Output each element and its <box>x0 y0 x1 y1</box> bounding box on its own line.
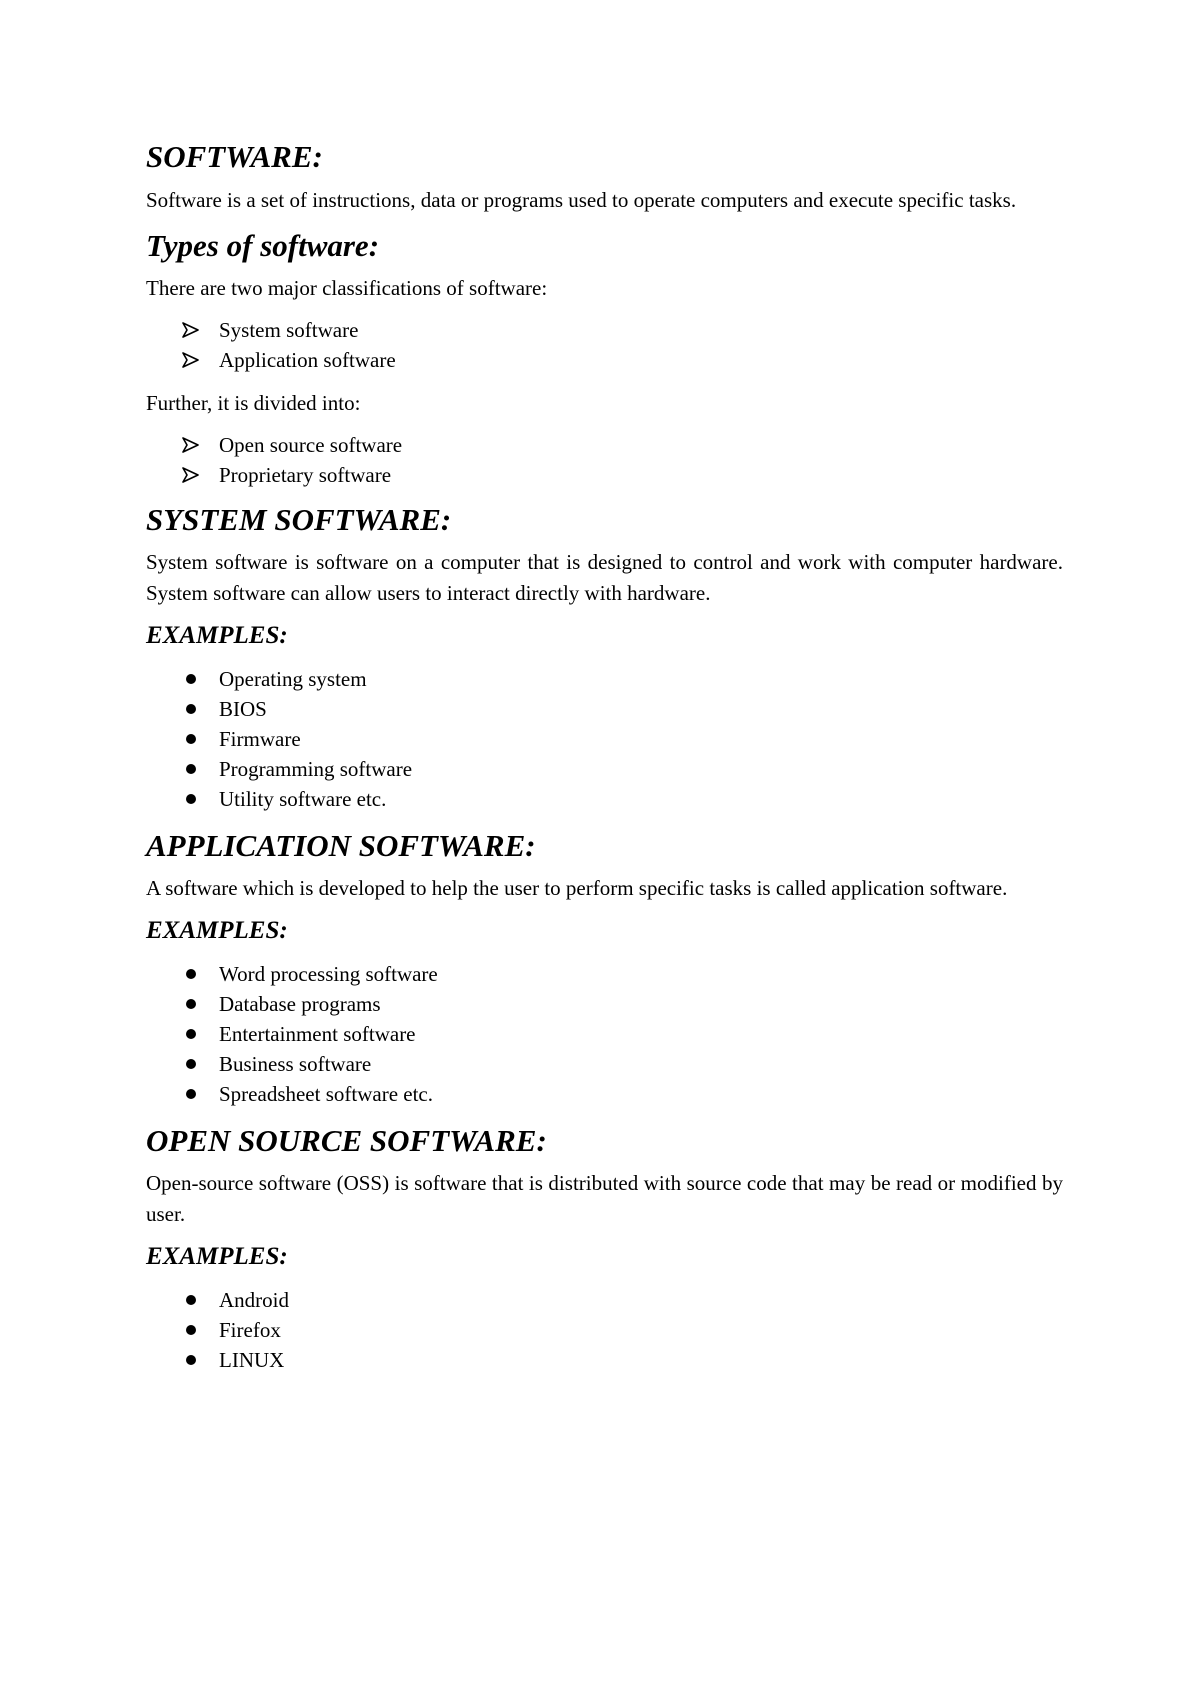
bullet-icon <box>186 969 196 979</box>
list-item-text: Word processing software <box>219 962 438 986</box>
application-examples-heading: EXAMPLES: <box>146 917 288 944</box>
list-item <box>146 315 1063 345</box>
list-item <box>146 460 1063 490</box>
types-intro: There are two major classifications of software: <box>146 276 548 300</box>
list-item <box>146 664 1063 694</box>
bullet-icon <box>186 674 196 684</box>
types-heading: Types of software: <box>146 228 380 263</box>
bullet-icon <box>186 1355 196 1365</box>
arrow-bullet-icon <box>182 322 199 338</box>
software-heading: SOFTWARE: <box>146 139 323 174</box>
list-item-text: Operating system <box>219 667 367 691</box>
application-examples-list <box>146 959 1063 1109</box>
list-item <box>146 1079 1063 1109</box>
system-software-definition: System software is software on a computer that is designed to control and work with computer hardware. System software can allow users to interact directly with hardware. <box>146 550 1063 605</box>
list-item <box>146 724 1063 754</box>
open-source-examples-heading: EXAMPLES: <box>146 1243 288 1270</box>
list-item-text: Firmware <box>219 727 301 751</box>
list-item-text: Utility software etc. <box>219 787 387 811</box>
system-examples-list <box>146 664 1063 814</box>
list-item-text: Proprietary software <box>219 463 392 487</box>
application-software-definition: A software which is developed to help the user to perform specific tasks is called application software. <box>146 876 1008 900</box>
list-item-text: Business software <box>219 1052 372 1076</box>
list-item <box>146 1315 1063 1345</box>
list-item-text: Firefox <box>219 1318 281 1342</box>
arrow-bullet-icon <box>182 352 199 368</box>
list-item <box>146 1285 1063 1315</box>
further-intro: Further, it is divided into: <box>146 391 361 415</box>
system-software-heading: SYSTEM SOFTWARE: <box>146 502 452 537</box>
open-source-examples-list <box>146 1285 1063 1375</box>
list-item <box>146 1019 1063 1049</box>
bullet-icon <box>186 734 196 744</box>
bullet-icon <box>186 1089 196 1099</box>
list-item-text: Open source software <box>219 433 403 457</box>
list-item <box>146 784 1063 814</box>
bullet-icon <box>186 764 196 774</box>
application-software-heading: APPLICATION SOFTWARE: <box>146 828 536 863</box>
arrow-bullet-icon <box>182 437 199 453</box>
list-item-text: Database programs <box>219 992 381 1016</box>
list-item <box>146 1049 1063 1079</box>
list-item <box>146 430 1063 460</box>
list-item-text: Entertainment software <box>219 1022 416 1046</box>
bullet-icon <box>186 1029 196 1039</box>
document-page <box>146 138 1063 1375</box>
list-item-text: Android <box>219 1288 289 1312</box>
list-item <box>146 345 1063 375</box>
list-item-text: Spreadsheet software etc. <box>219 1082 433 1106</box>
bullet-icon <box>186 1059 196 1069</box>
bullet-icon <box>186 704 196 714</box>
open-source-software-definition: Open-source software (OSS) is software that is distributed with source code that may be read or modified by user. <box>146 1171 1063 1226</box>
system-examples-heading: EXAMPLES: <box>146 622 288 649</box>
bullet-icon <box>186 999 196 1009</box>
major-types-list <box>146 315 1063 375</box>
arrow-bullet-icon <box>182 467 199 483</box>
list-item <box>146 989 1063 1019</box>
list-item <box>146 1345 1063 1375</box>
list-item-text: Programming software <box>219 757 413 781</box>
bullet-icon <box>186 1325 196 1335</box>
list-item <box>146 694 1063 724</box>
open-source-software-heading: OPEN SOURCE SOFTWARE: <box>146 1123 547 1158</box>
bullet-icon <box>186 1295 196 1305</box>
list-item <box>146 754 1063 784</box>
list-item-text: Application software <box>219 348 396 372</box>
software-definition: Software is a set of instructions, data or programs used to operate computers and execute specific tasks. <box>146 188 1017 212</box>
bullet-icon <box>186 794 196 804</box>
list-item-text: BIOS <box>219 697 267 721</box>
further-types-list <box>146 430 1063 490</box>
list-item <box>146 959 1063 989</box>
list-item-text: System software <box>219 318 359 342</box>
list-item-text: LINUX <box>219 1348 285 1372</box>
